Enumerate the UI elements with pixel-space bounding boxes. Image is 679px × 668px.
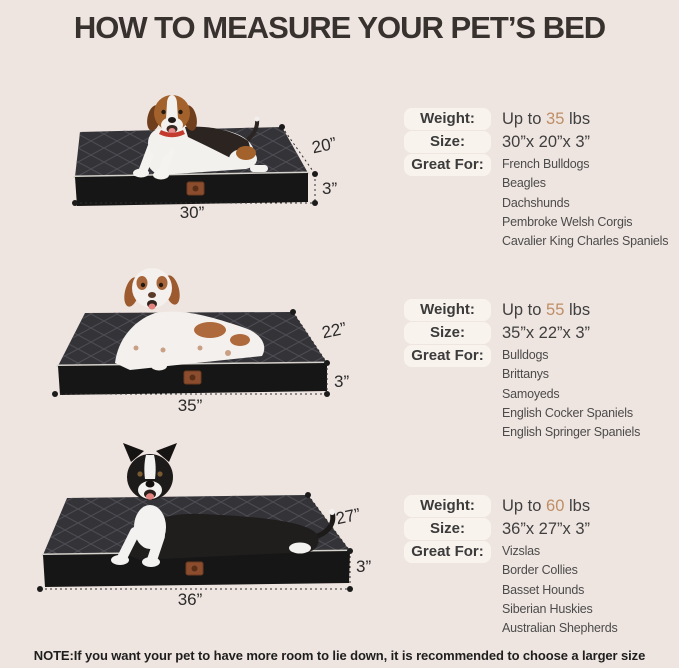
weight-label: Weight:: [404, 299, 491, 321]
breed-item: Bulldogs: [502, 348, 549, 362]
size-label: Size:: [404, 518, 491, 540]
weight-value: Up to 60 lbs: [502, 497, 591, 515]
size-label: Size:: [404, 131, 491, 153]
brand-tag: [187, 182, 204, 195]
breed-item: Siberian Huskies: [502, 601, 593, 616]
spec-panel-large: [404, 495, 676, 639]
breed-item: Dachshunds: [502, 195, 570, 210]
size-row: [404, 322, 676, 344]
breed-list: [491, 346, 640, 442]
spec-panel-medium: [404, 299, 676, 443]
breed-item: English Cocker Spaniels: [502, 405, 633, 420]
breed-list: [491, 155, 668, 251]
breed-item: Vizslas: [502, 544, 540, 558]
breed-list: [491, 542, 618, 638]
size-value: 36”x 27”x 3”: [502, 520, 591, 538]
great-for-label: Great For:: [404, 345, 491, 367]
width-dimension-label: 30”: [179, 203, 205, 222]
size-value: 35”x 22”x 3”: [502, 324, 591, 342]
height-dimension-label: 3”: [334, 372, 350, 391]
bed-illustration-medium: [0, 258, 400, 416]
great-for-row: [404, 154, 676, 251]
breed-item: Samoyeds: [502, 386, 560, 401]
great-for-row: [404, 345, 676, 442]
page-title: HOW TO MEASURE YOUR PET’S BED: [73, 10, 606, 45]
size-value: 30”x 20”x 3”: [502, 133, 591, 151]
depth-dimension-label: 27”: [334, 504, 363, 529]
brand-tag: [184, 371, 201, 384]
depth-dimension-label: 22”: [320, 318, 349, 343]
breed-item: French Bulldogs: [502, 157, 590, 171]
height-dimension-label: 3”: [322, 179, 338, 198]
weight-label: Weight:: [404, 495, 491, 517]
weight-row: [404, 299, 676, 321]
bed-diagram-medium: [0, 258, 400, 416]
breed-item: Beagles: [502, 176, 546, 191]
size-row: [404, 518, 676, 540]
great-for-label: Great For:: [404, 541, 491, 563]
width-dimension-label: 36”: [177, 590, 203, 609]
dog-illustration-beagle: [133, 95, 268, 180]
size-label: Size:: [404, 322, 491, 344]
bed-diagram-large: [0, 432, 400, 612]
weight-row: [404, 495, 676, 517]
brand-tag: [186, 562, 203, 575]
breed-item: Basset Hounds: [502, 582, 585, 597]
weight-row: [404, 108, 676, 130]
bed-diagram-small: [0, 85, 400, 227]
breed-item: Pembroke Welsh Corgis: [502, 214, 633, 229]
breed-item: Border Collies: [502, 563, 578, 578]
width-dimension-label: 35”: [177, 396, 203, 415]
size-row: [404, 131, 676, 153]
breed-item: Cavalier King Charles Spaniels: [502, 234, 669, 249]
great-for-label: Great For:: [404, 154, 491, 176]
weight-label: Weight:: [404, 108, 491, 130]
note-text: NOTE:If you want your pet to have more room to lie down, it is recommended to choose a larger size: [33, 648, 646, 663]
great-for-row: [404, 541, 676, 638]
weight-value: Up to 55 lbs: [502, 301, 591, 319]
spec-panel-small: [404, 108, 676, 252]
depth-dimension-label: 20”: [310, 133, 339, 158]
height-dimension-label: 3”: [356, 557, 372, 576]
bed-illustration-large: [0, 432, 400, 612]
breed-item: Brittanys: [502, 367, 549, 382]
bed-illustration-small: [0, 85, 400, 227]
breed-item: Australian Shepherds: [502, 621, 618, 636]
breed-item: English Springer Spaniels: [502, 425, 641, 440]
weight-value: Up to 35 lbs: [502, 110, 591, 128]
